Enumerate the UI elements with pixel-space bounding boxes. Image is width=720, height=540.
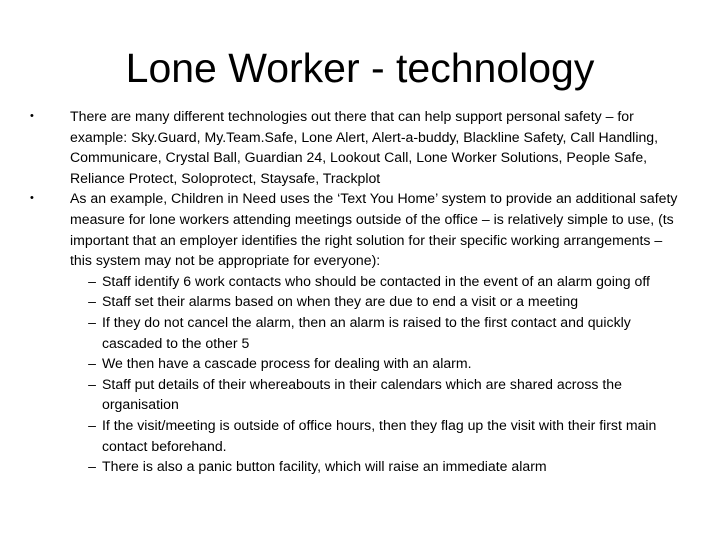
bullet-item-example xyxy=(30,188,680,476)
sub-item-text: Staff put details of their whereabouts in their calendars which are shared across the organisation xyxy=(102,375,622,413)
sub-item xyxy=(70,312,680,353)
bullet-text: There are many different technologies out there that can help support personal safety – for example: Sky.Guard, My.Team.Safe, Lone Alert, Alert-a-buddy, Blackline Safety, Call Handling, Communicare, Crystal Ball, Guardian 24, Lookout Call, Lone Worker Solutions, People Safe, Reliance Protect, Soloprotect, Staysafe, Trackplot xyxy=(70,108,659,186)
sub-item-text: If the visit/meeting is outside of office hours, then they flag up the visit with their first main contact beforehand. xyxy=(102,416,657,454)
sub-item xyxy=(70,456,680,477)
dash-icon: – xyxy=(88,355,96,372)
dash-icon: – xyxy=(88,416,96,433)
sub-item-text: There is also a panic button facility, which will raise an immediate alarm xyxy=(102,458,547,475)
dash-icon: – xyxy=(88,293,96,310)
dash-icon: – xyxy=(88,272,96,289)
sub-item-text: Staff identify 6 work contacts who should be contacted in the event of an alarm going off xyxy=(102,272,650,289)
sub-item-text: We then have a cascade process for dealing with an alarm. xyxy=(102,355,472,372)
bullet-icon: • xyxy=(30,110,34,122)
sub-item-text: Staff set their alarms based on when they are due to end a visit or a meeting xyxy=(102,293,579,310)
bullet-item-technologies xyxy=(30,106,680,188)
dash-icon: – xyxy=(88,313,96,330)
sub-list xyxy=(70,271,680,477)
sub-item xyxy=(70,415,680,456)
slide-body xyxy=(30,106,680,477)
sub-item xyxy=(70,291,680,312)
bullet-icon: • xyxy=(30,192,34,205)
slide-title: Lone Worker - technology xyxy=(125,45,595,91)
dash-icon: – xyxy=(88,375,96,392)
bullet-text: As an example, Children in Need uses the ‘Text You Home’ system to provide an additional safety measure for lone workers attending meetings outside of the office – is relatively simple to use, (ts important that an employer identifies the right solution for their specific working arrangements – this system may not be appropriate for everyone): xyxy=(70,190,678,269)
dash-icon: – xyxy=(88,458,96,475)
sub-item xyxy=(70,374,680,415)
sub-item xyxy=(70,271,680,292)
sub-item xyxy=(70,353,680,374)
sub-item-text: If they do not cancel the alarm, then an alarm is raised to the first contact and quickly cascaded to the other 5 xyxy=(102,313,631,351)
